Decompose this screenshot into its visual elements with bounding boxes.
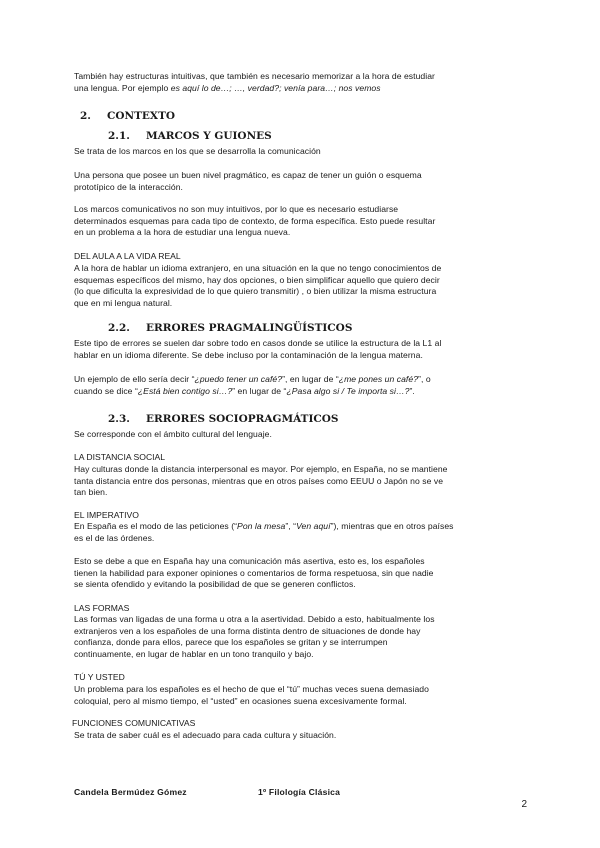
subheading-distancia: LA DISTANCIA SOCIAL [74, 452, 166, 462]
text-line: Una persona que posee un buen nivel pragmático, es capaz de tener un guión o esquema [74, 170, 422, 180]
example-text: ¿me pones un café? [338, 374, 419, 384]
subsection-number: 2.3. [108, 413, 130, 425]
text-line: hablar en un idioma diferente. Se debe incluso por la contaminación de la lengua materna. [74, 349, 423, 360]
text-run: ” en lugar de “ [232, 385, 287, 396]
text-line: Este tipo de errores se suelen dar sobre todo en casos donde se utilice la estructura de la L1 al [74, 338, 442, 348]
example-text: ¿puedo tener un café? [194, 374, 283, 384]
example-text: Ven aquí [296, 521, 331, 531]
text-run: cuando se dice “ [74, 385, 138, 396]
intro-line-2: una lengua. Por ejemplo [74, 82, 171, 93]
subheading-tu-usted: TÚ Y USTED [74, 672, 125, 682]
text-line: Se corresponde con el ámbito cultural del lenguaje. [74, 429, 272, 439]
subheading-funciones: FUNCIONES COMUNICATIVAS [72, 718, 196, 728]
text-line: que en mi lengua natural. [74, 297, 173, 308]
footer-course: 1º Filología Clásica [258, 787, 341, 797]
example-text: Pon la mesa [237, 521, 286, 531]
paragraph [74, 556, 534, 591]
text-line: determinados esquemas para cada tipo de contexto, de forma específica. Esto puede resultar [74, 215, 436, 226]
paragraph [74, 204, 534, 239]
subheading-aula: DEL AULA A LA VIDA REAL [74, 251, 181, 261]
text-line: Esto se debe a que en España hay una comunicación más asertiva, esto es, los españoles [74, 556, 425, 566]
text-run: ”, en lugar de “ [282, 374, 339, 384]
paragraph [74, 730, 534, 742]
paragraph [74, 146, 534, 158]
text-line: confianza, donde para ellos, parece que los españoles se gritan y se interrumpen [74, 637, 388, 648]
text-line: tienen la habilidad para exponer opiniones o comentarios de forma respetuosa, sin que nadie [74, 567, 434, 578]
subsection-title: ERRORES PRAGMALINGÜÍSTICOS [146, 322, 353, 334]
paragraph [74, 170, 534, 193]
subheading-imperativo: EL IMPERATIVO [74, 510, 139, 520]
section-title: CONTEXTO [107, 110, 176, 122]
text-run: ”), mientras que en otros países [330, 521, 454, 531]
paragraph [74, 684, 534, 707]
subsection-number: 2.1. [108, 130, 130, 142]
paragraph [74, 338, 534, 361]
text-line: esquemas específicos del mismo, hay dos opciones, o bien simplificar aquello que quiero decir [74, 274, 440, 285]
subsection-heading-pragmalinguisticos [108, 322, 352, 334]
paragraph [74, 374, 534, 397]
footer-author: Candela Bermúdez Gómez [74, 787, 187, 797]
text-line: Se trata de saber cuál es el adecuado para cada cultura y situación. [74, 730, 337, 740]
subsection-title: MARCOS Y GUIONES [146, 130, 272, 142]
text-line: se sienta ofendido y evitando la posibilidad de que se generen conflictos. [74, 579, 356, 590]
paragraph [74, 429, 534, 441]
text-line: tanta distancia entre dos personas, mientras que en otros países como EEUU o Japón no se ve [74, 475, 444, 486]
section-number: 2. [80, 110, 91, 122]
text-line: extranjeros ven a los españoles de una forma distinta dentro de situaciones de donde hay [74, 625, 421, 636]
text-run: ”, “ [285, 521, 297, 531]
example-text: ¿Está bien contigo si…? [137, 385, 233, 396]
text-run: ”. [409, 385, 415, 396]
subsection-number: 2.2. [108, 322, 130, 334]
subheading-formas: LAS FORMAS [74, 603, 130, 613]
subsection-title: ERRORES SOCIOPRAGMÁTICOS [146, 413, 339, 425]
section-heading-contexto [80, 110, 175, 122]
text-line: prototípico de la interacción. [74, 181, 183, 192]
intro-paragraph [74, 71, 534, 94]
text-line: (lo que dificulta la expresividad de lo que quiero transmitir) , o bien utilizar la misma estructura [74, 286, 437, 297]
subsection-heading-sociopragmaticos [108, 413, 338, 425]
paragraph [74, 464, 534, 499]
intro-line-1: También hay estructuras intuitivas, que también es necesario memorizar a la hora de estudiar [74, 71, 435, 81]
paragraph [74, 614, 534, 660]
text-line: en un problema a la hora de estudiar una lengua nueva. [74, 227, 291, 238]
text-run: Un ejemplo de ello sería decir “ [74, 374, 195, 384]
text-line: coloquial, pero al mismo tiempo, el “usted” en ocasiones suena excesivamente formal. [74, 695, 407, 706]
example-text: ¿Pasa algo si / Te importa si…? [286, 385, 410, 396]
text-line: Hay culturas donde la distancia interpersonal es mayor. Por ejemplo, en España, no se mantiene [74, 464, 448, 474]
text-line: A la hora de hablar un idioma extranjero, en una situación en la que no tengo conocimientos de [74, 263, 442, 273]
text-line: Los marcos comunicativos no son muy intuitivos, por lo que es necesario estudiarse [74, 204, 399, 214]
text-line: Se trata de los marcos en los que se desarrolla la comunicación [74, 146, 321, 156]
subsection-heading-marcos [108, 130, 272, 142]
page-number: 2 [521, 799, 527, 810]
paragraph [74, 521, 534, 544]
text-line: tan bien. [74, 487, 108, 498]
text-run: En España es el modo de las peticiones (“ [74, 521, 238, 531]
intro-examples: es aquí lo de…; …, verdad?; venía para…; nos vemos [170, 82, 381, 93]
text-run: ”, o [418, 374, 431, 384]
text-line: Las formas van ligadas de una forma u otra a la asertividad. Debido a esto, habitualmente los [74, 614, 435, 624]
text-line: es el de las órdenes. [74, 532, 155, 543]
text-line: continuamente, en lugar de hablar en un tono tranquilo y bajo. [74, 648, 314, 659]
paragraph [74, 263, 534, 309]
text-line: Un problema para los españoles es el hecho de que el “tú” muchas veces suena demasiado [74, 684, 429, 694]
